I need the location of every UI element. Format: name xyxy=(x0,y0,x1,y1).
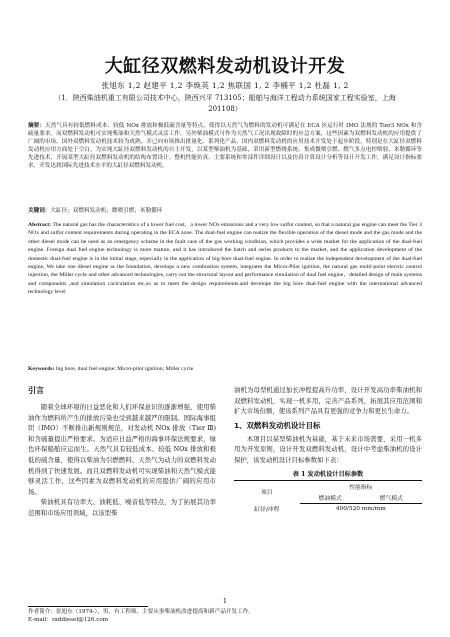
page-number: 1 xyxy=(222,597,228,605)
left-column xyxy=(28,385,216,519)
section-1-paragraph: 本项目以某型柴油机为基础，基于未来市场需要，采用一机多用为开发原则，设计开发双燃料发动机，设计中考虑柴油机的设计保护，该发动机设计目标参数如下表： xyxy=(234,434,422,464)
intro-paragraph-continued: 油机为母型机通过加长冲程提高升功率，设计开发高功率柴油机和双燃料发动机，实现一机多用，完善产品系列，拓展其应用范围和扩大市场份额，使该系列产品具有更强的竞争力和更长生命力。 xyxy=(234,386,422,416)
author-note: 作者简介：张旭东（1974-），男，有工程师，主要从事柴油机改进提高和新产品开发工作。 xyxy=(28,609,254,615)
abstract-en-label: Abstract: xyxy=(28,222,52,228)
right-column xyxy=(234,385,422,514)
footnote-divider xyxy=(28,606,148,607)
footnote xyxy=(28,608,422,624)
abstract-cn xyxy=(28,122,422,171)
abstract-en-text: The natural gas has the characteristics of a lower fuel cost，a lower NOx emissions and a very low sulfur content, so that a natural gas engine can meet the Tier 3 NOx and sulfur content requirements during operating in the ECA zone. The dual-fuel engine can realize the flexible operation of the diesel mode and the gas mode and the other diesel mode can be used as an emergency scheme in the fault case of the gas working condition, which provides a wide market for the application of the dual-fuel engine. Foreign dual fuel engine technology is more mature, and it has introduced the batch and series products to the market, and the application development of the domestic dual-fuel engine is in the initial stage, especially in the application of big-bore dual-fuel engine. In order to realize the independent development of the dual-fuel engine, We take one diesel engine as the foundation, develops a new combustion system, integrates the Micro-Pilot ignition, the natural gas multi-point electric control injection, the Miller cycle and other advanced technologies, carry out the structural layout and performance simulation of dual fuel engine，detailed design of main systems and components ,and simulation caclculation etc,so as to meet the design requirements.and develope the big bore dual-fuel engine with the international advanced technology level xyxy=(28,222,422,296)
table-head-gas-mode: 燃气模式 xyxy=(361,492,422,504)
table-head-fuel-mode: 燃油模式 xyxy=(300,492,361,504)
abstract-cn-label: 摘要： xyxy=(28,123,46,129)
keywords-cn-text: 大缸径；双燃料发动机；微喷引燃；米勒循环 xyxy=(50,208,163,214)
keywords-en-text: big bore, dual fuel engine; Micro-pilot ignition; Miller cycle xyxy=(55,366,194,372)
keywords-en xyxy=(28,365,422,373)
affiliation: （1．陕西柴油机重工有限公司技术中心，陕西兴平 713105；船舶与海洋工程动力系统国家工程实验室，上海201108） xyxy=(54,94,396,113)
design-target-table xyxy=(234,480,422,515)
intro-paragraph-2: 柴油机具有功率大、油耗低、噪音低等特点，为了拓展其功率范围和市场应用领域，以该型柴 xyxy=(28,498,216,517)
table-cell-value: 400/520 mm/mm xyxy=(335,505,386,512)
keywords-cn xyxy=(28,207,422,215)
section-1-heading: 1、双燃料发动机设计目标 xyxy=(234,420,321,430)
table-head-item: 项目 xyxy=(234,480,300,503)
table-header-row xyxy=(234,480,422,492)
abstract-cn-text: 天然气具有较低燃料成本、较低 NOx 排放和极低硫含量等特点，使得以天然气为燃料的发动机可满足在 ECA 区运行时 IMO 法规的 Tier3 NOx 和含硫量要求。而双燃料发动机可实现柴油和天然气模式灵活工作，另外柴油模式可作为天然气工况出现故障时的应急方案，这些因素为双燃料发动机的应用提供了广阔的市场。国外双燃料发动机技术较为成熟，并已向市场推出批量化、系列化产品，国内双燃料发动机的应用技术开发处于起步阶段，特别是在大缸径双燃料发动机应用方面处于空白。为实现大缸径双燃料发动机的自主开发，以某型柴油机为基础，采用新型燃烧系统、集成微喷引燃、燃气多点电控喷射、米勒循环等先进技术，开展某型大缸径双燃料发动机的结构布置设计、整机性能仿真、主要系统和零部件详细设计以及仿真计算设计分析等设计开发工作，满足设计指标要求，开发达到国际先进技术水平的大缸径双燃料发动机。 xyxy=(28,123,422,170)
intro-heading: 引言 xyxy=(28,386,44,395)
table-cell-label: 缸径/冲程 xyxy=(254,507,280,514)
author-list: 张旭东 1,2 赵建平 1,2 李焕英 1,2 焦联国 1, 2 李楠平 1,2 杜磊 1, 2 xyxy=(101,81,349,90)
keywords-en-label: Keywords: xyxy=(28,366,55,372)
table-caption: 表 1 发动机设计目标参数 xyxy=(292,470,364,478)
table-row xyxy=(234,503,422,514)
table-head-performance: 性能指标 xyxy=(300,480,422,492)
intro-paragraph-1: 随着全球环境的日益恶化和人们环保意识的逐渐增强，使用柴油作为燃料所产生的排放污染也受到越来越严的限制。国际海事组织（IMO）不断推出新规则规范，对发动机 NOx 排放（Tier Ⅲ)和含硫量提出严格要求。为适应日益严格的海事环保法规要求，绿色环保船舶应运而生。天然气具有较低成本、较低 NOx 排放和极低的硫含量，使得以柴油为引燃燃料、天然气为动力的双燃料发动机得到了快速发展。而且双燃料发动机可实现柴油和天然气模式能够灵活工作，这些因素为双燃料发动机的应用提供广阔的应用市场。 xyxy=(28,403,216,496)
abstract-en xyxy=(28,221,422,297)
author-email: E-mail：sxddiesel@126.com xyxy=(28,617,108,623)
paper-title: 大缸径双燃料发动机设计开发 xyxy=(104,56,346,77)
keywords-cn-label: 关键词： xyxy=(28,208,51,214)
